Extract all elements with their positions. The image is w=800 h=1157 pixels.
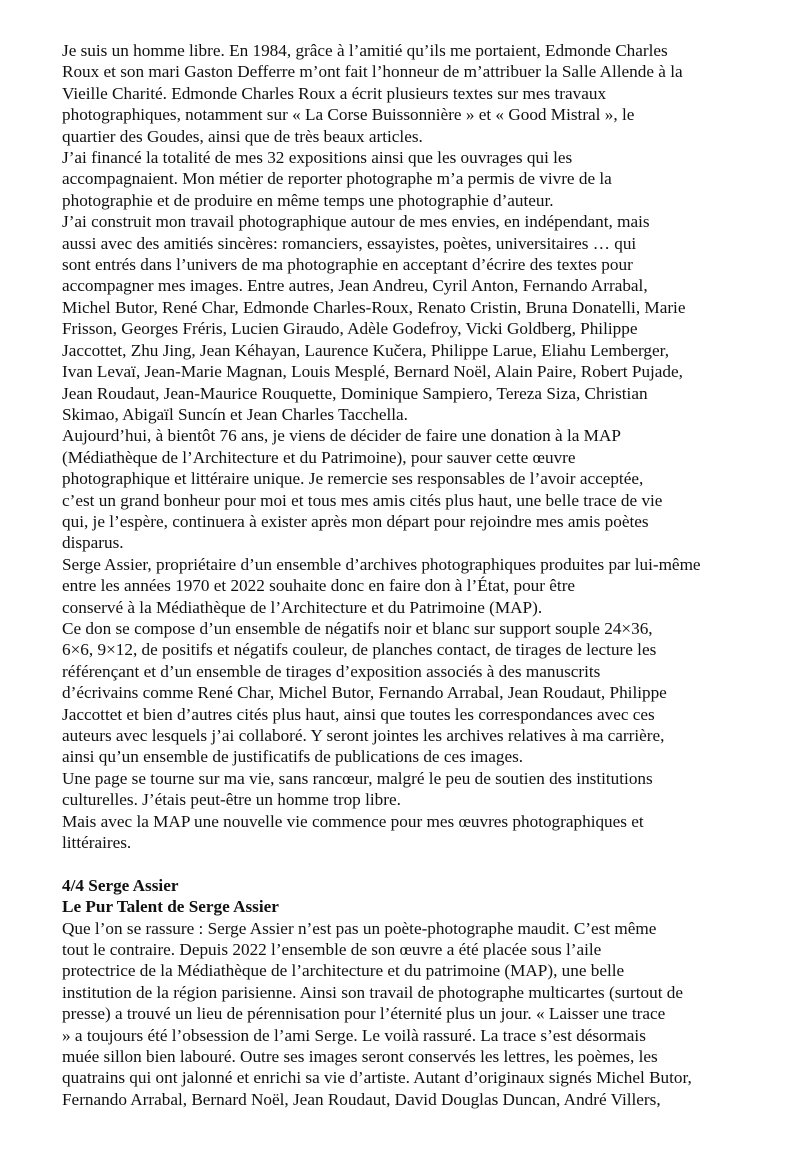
text-line: (Médiathèque de l’Architecture et du Patrimoine), pour sauver cette œuvre [62,447,576,467]
text-line: quartier des Goudes, ainsi que de très beaux articles. [62,126,423,146]
text-line: littéraires. [62,833,132,853]
text-line: Ivan Levaï, Jean-Marie Magnan, Louis Mesplé, Bernard Noël, Alain Paire, Robert Pujade, [62,362,683,382]
paragraph-page-tourne [62,768,784,811]
text-line: J’ai construit mon travail photographique autour de mes envies, en indépendant, mais [62,212,650,232]
text-line: Frisson, Georges Fréris, Lucien Giraudo, Adèle Godefroy, Vicki Goldberg, Philippe [62,319,638,339]
text-line: entre les années 1970 et 2022 souhaite donc en faire don à l’État, pour être [62,576,576,596]
text-line: photographiques, notamment sur « La Corse Buissonnière » et « Good Mistral », le [62,105,635,125]
text-line: accompagner mes images. Entre autres, Jean Andreu, Cyril Anton, Fernando Arrabal, [62,276,648,296]
paragraph-nouvelle-vie [62,811,784,854]
text-line: Je suis un homme libre. En 1984, grâce à l’amitié qu’ils me portaient, Edmonde Charles [62,41,668,60]
blank-line [62,853,784,874]
text-line: auteurs avec lesquels j’ai collaboré. Y seront jointes les archives relatives à ma carrière, [62,726,665,745]
section-number: 4/4 Serge Assier [62,875,179,895]
text-line: Jean Roudaut, Jean-Maurice Rouquette, Dominique Sampiero, Tereza Siza, Christian [62,383,648,403]
text-line: Ce don se compose d’un ensemble de négatifs noir et blanc sur support souple 24×36, [62,618,653,638]
text-line: tout le contraire. Depuis 2022 l’ensemble de son œuvre a été placée sous l’aile [62,940,602,960]
text-line: accompagnaient. Mon métier de reporter photographe m’a permis de vivre de la [62,169,612,189]
paragraph-libre [62,40,784,147]
text-line: Serge Assier, propriétaire d’un ensemble d’archives photographiques produites par lui-même [62,554,701,574]
text-line: sont entrés dans l’univers de ma photographie en acceptant d’écrire des textes pour [62,255,633,275]
paragraph-pur-talent [62,918,784,1111]
text-line: Jaccottet, Zhu Jing, Jean Kéhayan, Laurence Kučera, Philippe Larue, Eliahu Lemberger, [62,340,669,360]
paragraph-expositions [62,147,784,211]
text-line: institution de la région parisienne. Ainsi son travail de photographe multicartes (surtout de [62,982,683,1002]
text-line: Mais avec la MAP une nouvelle vie commence pour mes œuvres photographiques et [62,811,644,831]
text-line: » a toujours été l’obsession de l’ami Serge. Le voilà rassuré. La trace s’est désormais [62,1025,646,1045]
text-line: Roux et son mari Gaston Defferre m’ont fait l’honneur de m’attribuer la Salle Allende à la [62,62,683,82]
text-line: ainsi qu’un ensemble de justificatifs de publications de ces images. [62,747,524,767]
text-line: 6×6, 9×12, de positifs et négatifs couleur, de planches contact, de tirages de lecture les [62,640,657,660]
section-heading [62,875,784,918]
document-page [62,40,784,1110]
text-line: qui, je l’espère, continuera à exister après mon départ pour rejoindre mes amis poètes [62,511,649,531]
paragraph-donation [62,425,784,553]
text-line: d’écrivains comme René Char, Michel Butor, Fernando Arrabal, Jean Roudaut, Philippe [62,683,667,703]
text-line: photographie et de produire en même temps une photographie d’auteur. [62,190,554,210]
text-line: Michel Butor, René Char, Edmonde Charles-Roux, Renato Cristin, Bruna Donatelli, Marie [62,297,686,317]
text-line: Jaccottet et bien d’autres cités plus haut, ainsi que toutes les correspondances avec ces [62,704,655,724]
text-line: Fernando Arrabal, Bernard Noël, Jean Roudaut, David Douglas Duncan, André Villers, [62,1089,661,1109]
text-line: J’ai financé la totalité de mes 32 expositions ainsi que les ouvrages qui les [62,148,573,168]
text-line: Que l’on se rassure : Serge Assier n’est pas un poète-photographe maudit. C’est même [62,918,657,938]
text-line: conservé à la Médiathèque de l’Architecture et du Patrimoine (MAP). [62,597,543,617]
text-line: presse) a trouvé un lieu de pérennisation pour l’éternité plus un jour. « Laisser une trace [62,1004,666,1024]
text-line: disparus. [62,533,124,553]
text-line: aussi avec des amitiés sincères: romanciers, essayistes, poètes, universitaires … qui [62,233,637,253]
text-line: protectrice de la Médiathèque de l’architecture et du patrimoine (MAP), une belle [62,961,625,981]
text-line: Une page se tourne sur ma vie, sans rancœur, malgré le peu de soutien des institutions [62,768,653,788]
text-line: photographique et littéraire unique. Je remercie ses responsables de l’avoir acceptée, [62,469,644,489]
paragraph-archives [62,554,784,618]
text-line: c’est un grand bonheur pour moi et tous mes amis cités plus haut, une belle trace de vie [62,490,663,510]
text-line: Aujourd’hui, à bientôt 76 ans, je viens de décider de faire une donation à la MAP [62,426,621,446]
section-title: Le Pur Talent de Serge Assier [62,897,279,917]
paragraph-composition-don [62,618,784,768]
paragraph-amities [62,211,784,425]
text-line: Skimao, Abigaïl Suncín et Jean Charles Tacchella. [62,404,408,424]
text-line: muée sillon bien labouré. Outre ses images seront conservés les lettres, les poèmes, les [62,1047,658,1067]
text-line: référençant et d’un ensemble de tirages d’exposition associés à des manuscrits [62,661,601,681]
text-line: Vieille Charité. Edmonde Charles Roux a écrit plusieurs textes sur mes travaux [62,83,607,103]
text-line: quatrains qui ont jalonné et enrichi sa vie d’artiste. Autant d’originaux signés Michel Butor, [62,1068,692,1088]
text-line: culturelles. J’étais peut-être un homme trop libre. [62,790,401,810]
